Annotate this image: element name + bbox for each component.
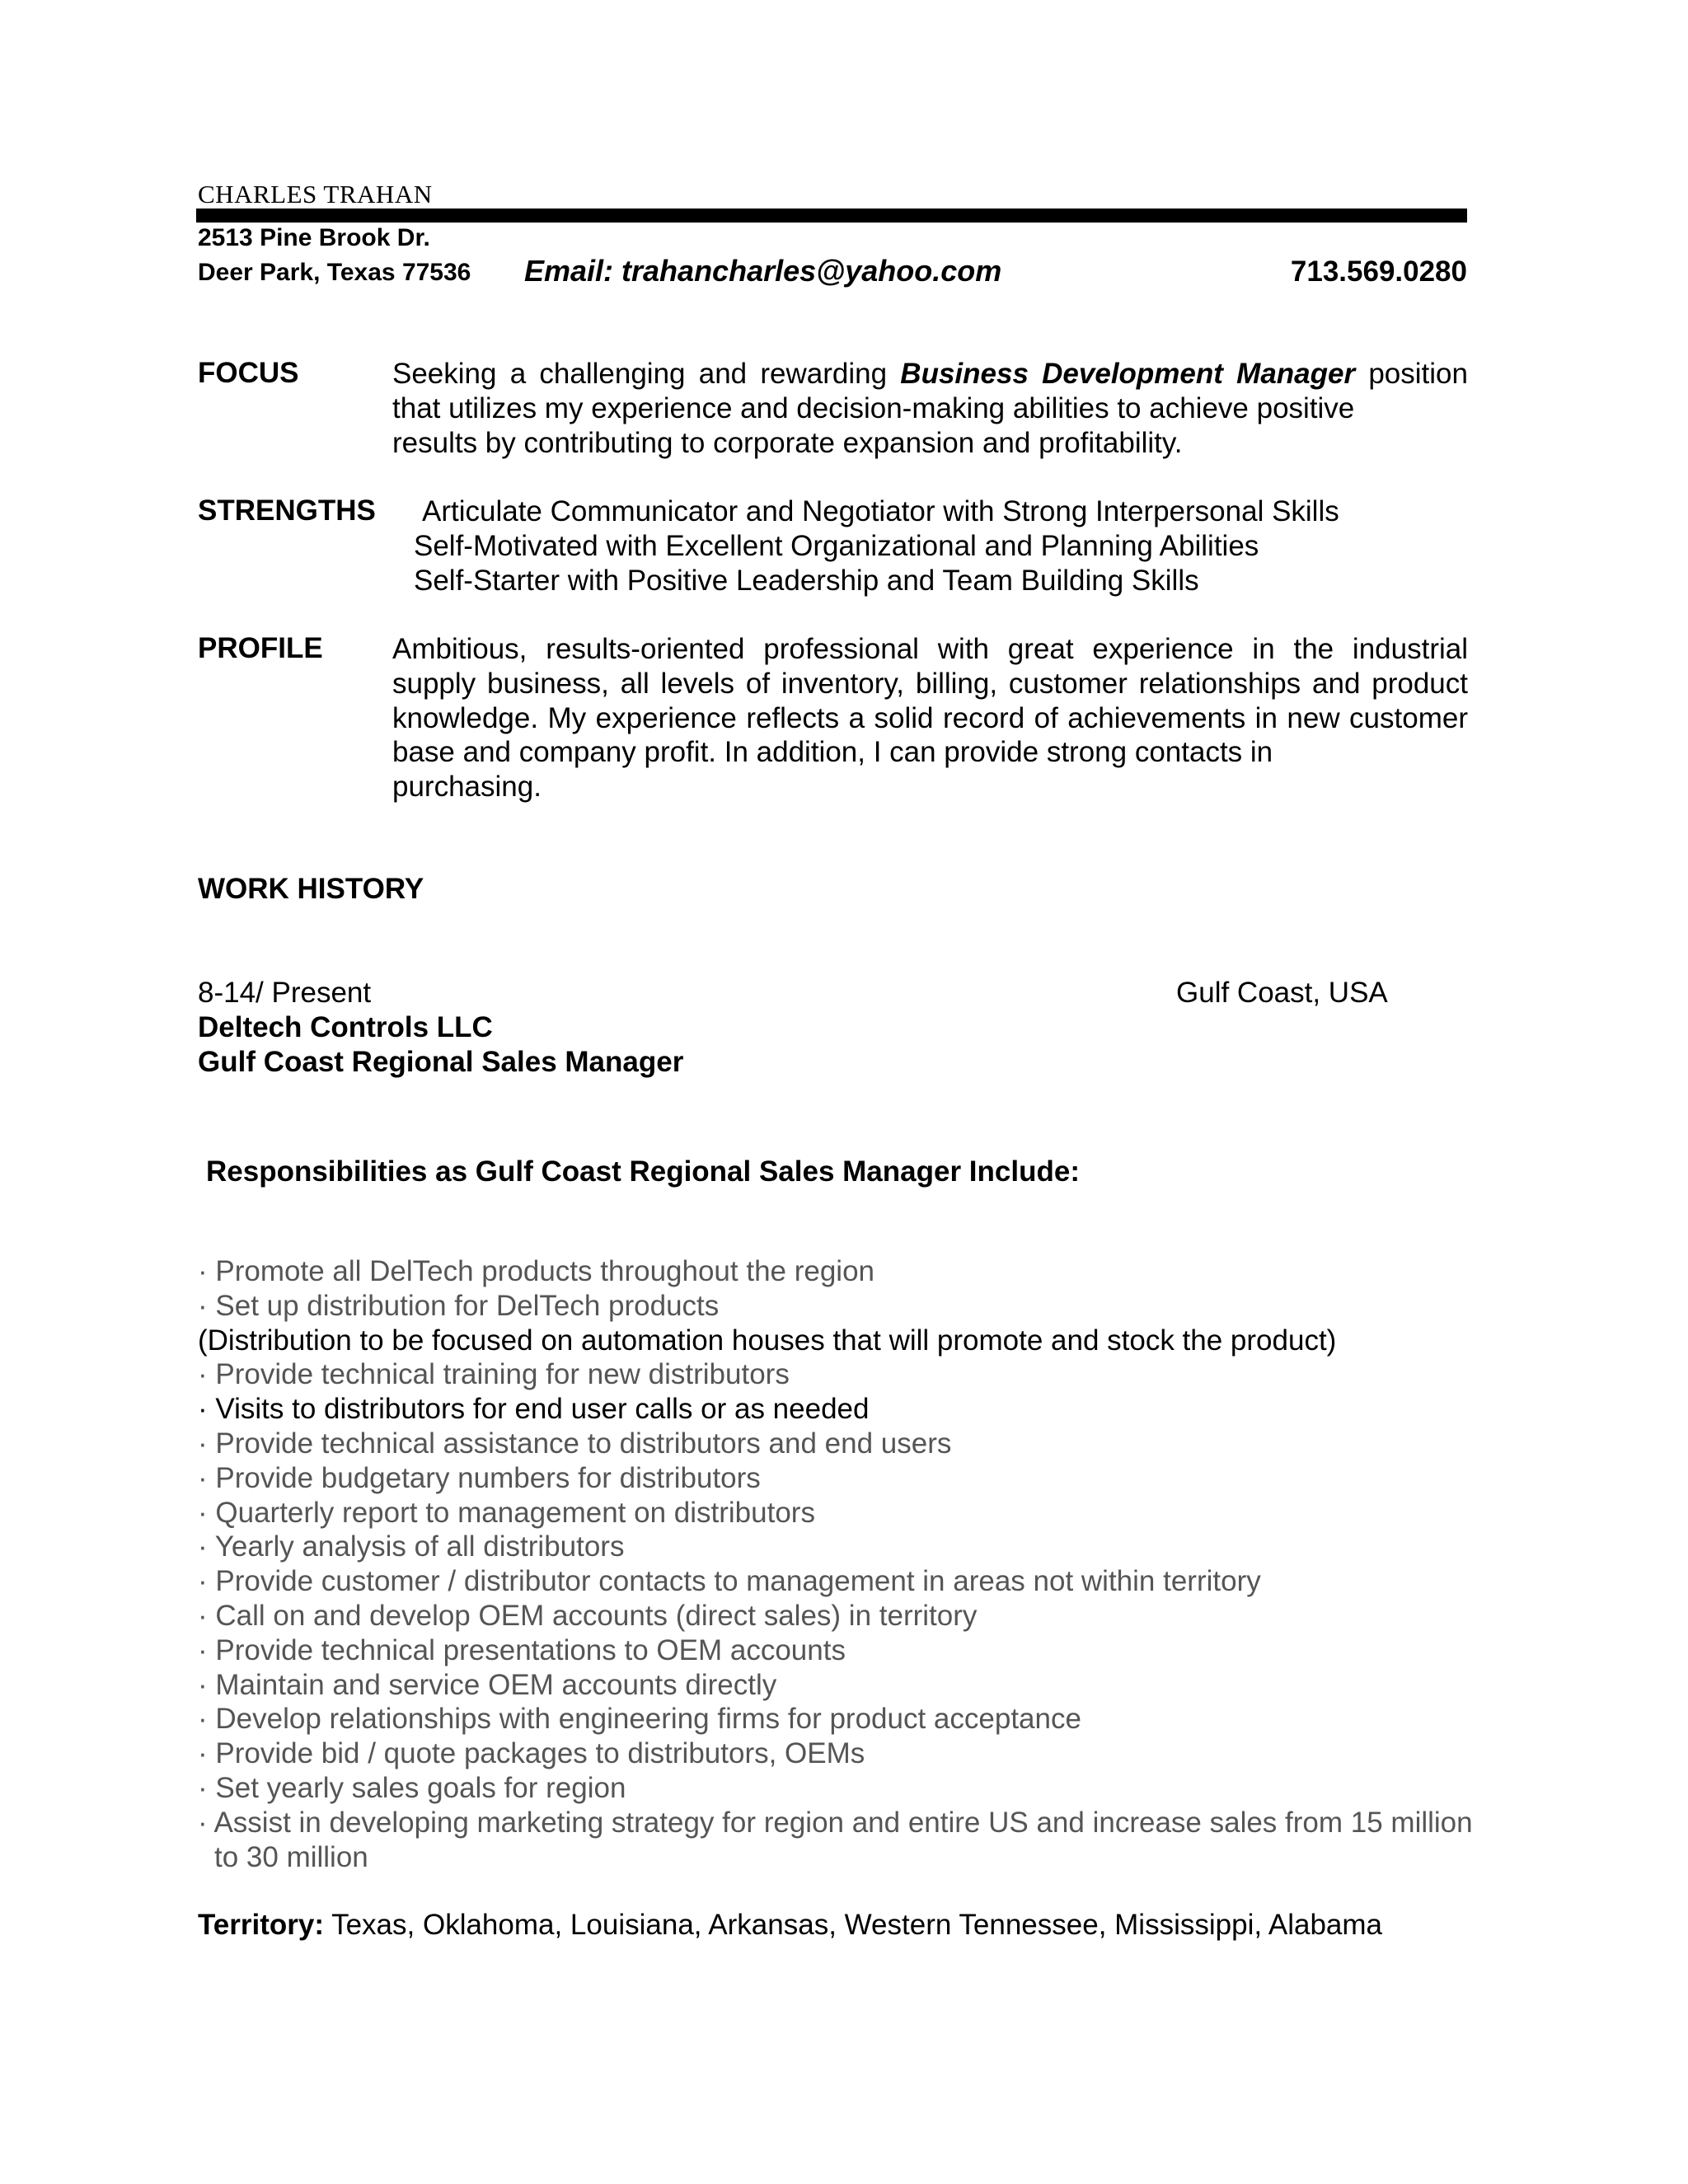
focus-label: FOCUS bbox=[198, 357, 299, 389]
territory-line bbox=[198, 1909, 1382, 1942]
list-item: · Yearly analysis of all distributors bbox=[198, 1530, 625, 1563]
list-item: · Provide technical assistance to distributors and end users bbox=[198, 1427, 952, 1460]
list-item: · Provide technical presentations to OEM accounts bbox=[198, 1633, 846, 1666]
focus-text-before: Seeking a challenging and rewarding bbox=[392, 358, 901, 390]
focus-text-after: position that utilizes my experience and decision-making abilities to achieve positive bbox=[392, 358, 1468, 424]
address-line-1: 2513 Pine Brook Dr. bbox=[198, 224, 430, 251]
list-item: · Quarterly report to management on distributors bbox=[198, 1496, 815, 1529]
job-location: Gulf Coast, USA bbox=[1176, 977, 1388, 1009]
phone-number: 713.569.0280 bbox=[1290, 255, 1467, 288]
responsibilities-list bbox=[198, 1254, 1550, 1874]
profile-text-last: purchasing. bbox=[392, 771, 542, 804]
list-item: · Provide bid / quote packages to distributors, OEMs bbox=[198, 1737, 865, 1770]
responsibilities-heading: Responsibilities as Gulf Coast Regional Sales Manager Include: bbox=[206, 1155, 1080, 1188]
job-title: Gulf Coast Regional Sales Manager bbox=[198, 1046, 684, 1078]
strengths-list bbox=[414, 494, 1339, 598]
profile-text bbox=[392, 632, 1468, 804]
candidate-name: CHARLES TRAHAN bbox=[198, 180, 433, 209]
company-name: Deltech Controls LLC bbox=[198, 1011, 493, 1043]
list-item: · Set up distribution for DelTech products bbox=[198, 1289, 720, 1322]
list-item: · Provide budgetary numbers for distributors bbox=[198, 1461, 761, 1494]
focus-text bbox=[392, 357, 1468, 460]
territory-label: Territory: bbox=[198, 1909, 324, 1941]
list-item: · Promote all DelTech products throughout the region bbox=[198, 1255, 875, 1287]
list-item: · Maintain and service OEM accounts directly bbox=[198, 1668, 777, 1701]
work-history-heading: WORK HISTORY bbox=[198, 873, 424, 905]
list-item: · Assist in developing marketing strategy for region and entire US and increase sales from 15 million bbox=[198, 1806, 1473, 1839]
focus-target-role: Business Development Manager bbox=[900, 358, 1356, 390]
strength-item: Self-Starter with Positive Leadership and Team Building Skills bbox=[414, 564, 1199, 597]
focus-text-last: results by contributing to corporate expansion and profitability. bbox=[392, 426, 1183, 459]
email-address: Email: trahancharles@yahoo.com bbox=[524, 254, 1002, 288]
address-line-2: Deer Park, Texas 77536 bbox=[198, 259, 471, 286]
list-item: · Develop relationships with engineering firms for product acceptance bbox=[198, 1703, 1081, 1736]
profile-label: PROFILE bbox=[198, 632, 323, 664]
list-item: · Provide customer / distributor contacts to management in areas not within territory bbox=[198, 1565, 1261, 1598]
header-rule bbox=[196, 209, 1467, 223]
list-item: · Provide technical training for new distributors bbox=[198, 1358, 790, 1391]
profile-text-body: Ambitious, results-oriented professional with great experience in the industrial supply business, all levels of inventory, billing, customer relationships and product knowledge. My experience reflects a solid record of achievements in new customer base and company profit. In addition, I can provide strong contacts in bbox=[392, 633, 1468, 769]
list-item: to 30 million bbox=[214, 1840, 368, 1873]
list-item: · Visits to distributors for end user calls or as needed bbox=[198, 1393, 870, 1426]
list-item: · Call on and develop OEM accounts (direct sales) in territory bbox=[198, 1599, 978, 1632]
list-item: · Set yearly sales goals for region bbox=[198, 1771, 626, 1804]
list-item: (Distribution to be focused on automation houses that will promote and stock the product) bbox=[198, 1324, 1337, 1357]
strength-item: Articulate Communicator and Negotiator with Strong Interpersonal Skills bbox=[422, 495, 1339, 527]
strengths-label: STRENGTHS bbox=[198, 494, 376, 527]
job-dates: 8-14/ Present bbox=[198, 977, 372, 1009]
territory-value: Texas, Oklahoma, Louisiana, Arkansas, Western Tennessee, Mississippi, Alabama bbox=[324, 1909, 1382, 1941]
strength-item: Self-Motivated with Excellent Organizational and Planning Abilities bbox=[414, 529, 1259, 562]
